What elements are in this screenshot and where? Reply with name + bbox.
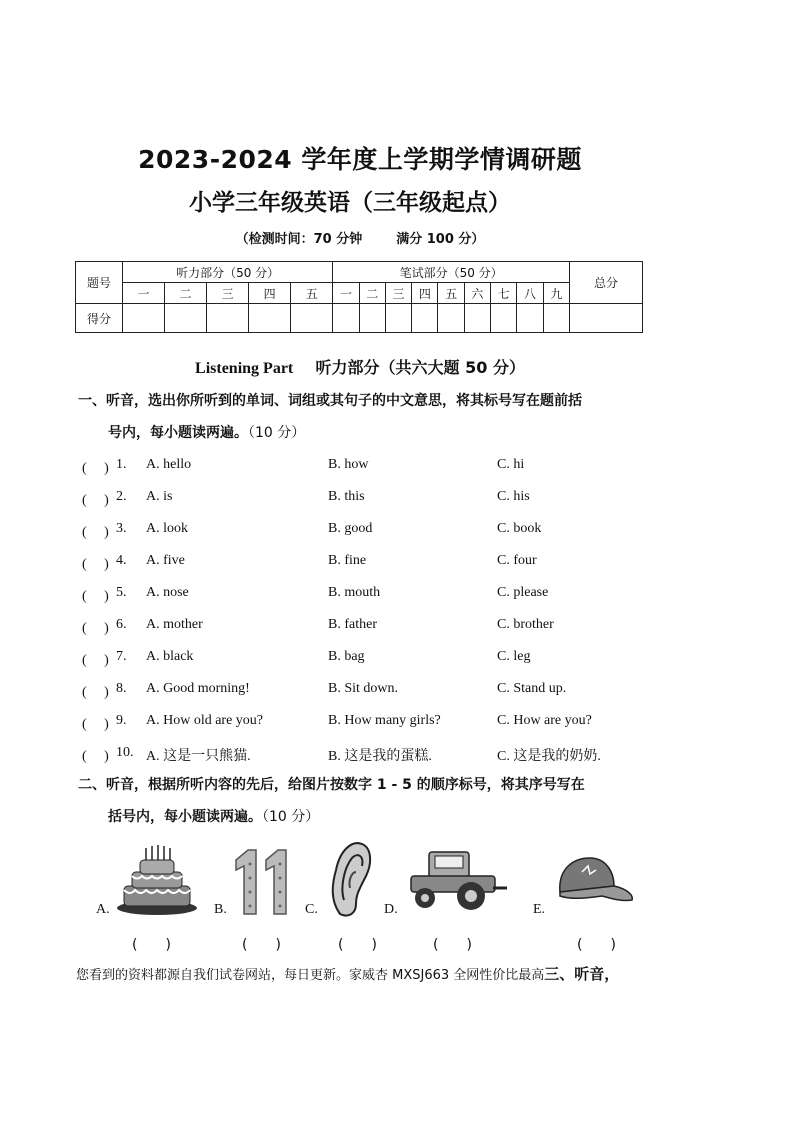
option-a[interactable]: A. nose	[146, 585, 189, 600]
score-cell[interactable]	[385, 304, 411, 333]
answer-paren[interactable]: ( )	[82, 685, 109, 700]
option-c[interactable]: C. four	[497, 553, 537, 568]
question-row	[78, 585, 698, 607]
question-row	[78, 745, 698, 767]
col-header: 三	[207, 283, 249, 304]
answer-paren[interactable]: ( )	[82, 461, 109, 476]
question-number: 5.	[116, 585, 127, 600]
footer-text: 您看到的资料都源自我们试卷网站，每日更新。家威杏 MXSJ663 全网性价比最高	[76, 968, 545, 983]
question-row	[78, 649, 698, 671]
score-cell[interactable]	[438, 304, 464, 333]
option-a[interactable]: A. look	[146, 521, 188, 536]
number-eleven-icon	[230, 844, 292, 918]
option-b[interactable]: B. father	[328, 617, 377, 632]
score-cell[interactable]	[359, 304, 385, 333]
exam-time: （检测时间：70 分钟	[235, 232, 363, 247]
option-c[interactable]: C. 这是我的奶奶.	[497, 749, 601, 764]
header-tihao: 题号	[76, 262, 123, 304]
option-b[interactable]: B. How many girls?	[328, 713, 441, 728]
option-a[interactable]: A. Good morning!	[146, 681, 250, 696]
option-c[interactable]: C. Stand up.	[497, 681, 567, 696]
question-number: 9.	[116, 713, 127, 728]
picture-label: D.	[384, 902, 398, 917]
question-row	[78, 457, 698, 479]
score-cell[interactable]	[165, 304, 207, 333]
part1-line1: 一、听音，选出你所听到的单词、词组或其句子的中文意思，将其标号写在题前括	[78, 393, 582, 409]
exam-full-score: 满分 100 分）	[396, 232, 485, 247]
answer-paren[interactable]: ( )	[82, 749, 109, 764]
score-cell[interactable]	[123, 304, 165, 333]
answer-paren[interactable]: ( )	[82, 589, 109, 604]
col-header: 五	[438, 283, 464, 304]
part2-instruction	[78, 769, 585, 833]
question-number: 8.	[116, 681, 127, 696]
score-cell[interactable]	[412, 304, 438, 333]
question-number: 7.	[116, 649, 127, 664]
answer-paren[interactable]: ( )	[338, 937, 377, 953]
col-header: 二	[359, 283, 385, 304]
option-b[interactable]: B. how	[328, 457, 369, 472]
answer-paren[interactable]: ( )	[82, 653, 109, 668]
question-number: 2.	[116, 489, 127, 504]
option-b[interactable]: B. bag	[328, 649, 365, 664]
score-cell[interactable]	[291, 304, 333, 333]
question-row	[78, 713, 698, 735]
part1-score: （10 分）	[248, 425, 306, 441]
option-a[interactable]: A. black	[146, 649, 194, 664]
col-header: 一	[123, 283, 165, 304]
row-label-defen: 得分	[76, 304, 123, 333]
question-number: 6.	[116, 617, 127, 632]
option-c[interactable]: C. How are you?	[497, 713, 592, 728]
col-header: 六	[464, 283, 490, 304]
col-header: 三	[385, 283, 411, 304]
score-table	[75, 261, 643, 333]
answer-paren[interactable]: ( )	[433, 937, 472, 953]
answer-paren[interactable]: ( )	[82, 493, 109, 508]
question-row	[78, 681, 698, 703]
option-c[interactable]: C. hi	[497, 457, 525, 472]
score-cell[interactable]	[207, 304, 249, 333]
col-header: 九	[543, 283, 569, 304]
exam-title: 2023-2024 学年度上学期学情调研题	[138, 145, 582, 174]
footer-line	[76, 963, 619, 984]
part2-score: （10 分）	[262, 809, 320, 825]
picture-label: B.	[214, 902, 227, 917]
part1-instruction	[78, 385, 582, 449]
footer-tail: 三、听音，	[544, 965, 620, 983]
picture-label: A.	[96, 902, 110, 917]
part2-line1: 二、听音，根据所听内容的先后，给图片按数字 1 - 5 的顺序标号，将其序号写在	[78, 777, 585, 793]
ear-icon	[326, 838, 374, 920]
picture-row	[78, 838, 678, 928]
answer-paren[interactable]: ( )	[242, 937, 281, 953]
answer-paren[interactable]: ( )	[82, 717, 109, 732]
question-number: 3.	[116, 521, 127, 536]
option-c[interactable]: C. leg	[497, 649, 531, 664]
option-b[interactable]: B. good	[328, 521, 373, 536]
question-row	[78, 617, 698, 639]
option-b[interactable]: B. 这是我的蛋糕.	[328, 749, 432, 764]
option-b[interactable]: B. mouth	[328, 585, 381, 600]
col-header: 四	[412, 283, 438, 304]
col-header: 四	[249, 283, 291, 304]
score-cell[interactable]	[333, 304, 359, 333]
picture-label: C.	[305, 902, 318, 917]
option-a[interactable]: A. five	[146, 553, 185, 568]
col-header: 七	[491, 283, 517, 304]
exam-info	[0, 228, 720, 247]
part2-line2: 括号内，每小题读两遍。（10 分）	[108, 809, 320, 825]
col-header: 一	[333, 283, 359, 304]
option-c[interactable]: C. please	[497, 585, 549, 600]
answer-paren[interactable]: ( )	[82, 557, 109, 572]
option-b[interactable]: B. Sit down.	[328, 681, 399, 696]
section-heading-en: Listening Part	[195, 360, 294, 377]
option-b[interactable]: B. this	[328, 489, 365, 504]
option-a[interactable]: A. mother	[146, 617, 203, 632]
header-write: 笔试部分（50 分）	[333, 262, 570, 283]
question-row	[78, 553, 698, 575]
header-total: 总分	[570, 262, 643, 304]
col-header: 五	[291, 283, 333, 304]
part1-line2: 号内，每小题读两遍。（10 分）	[108, 425, 306, 441]
option-b[interactable]: B. fine	[328, 553, 367, 568]
tractor-icon	[405, 848, 509, 914]
picture-label: E.	[533, 902, 546, 917]
question-number: 10.	[116, 745, 134, 760]
answer-paren[interactable]: ( )	[82, 525, 109, 540]
question-row	[78, 489, 698, 511]
cake-icon	[114, 842, 200, 918]
option-c[interactable]: C. brother	[497, 617, 554, 632]
col-header: 二	[165, 283, 207, 304]
score-cell[interactable]	[249, 304, 291, 333]
section-heading	[0, 355, 720, 378]
score-cell[interactable]	[543, 304, 569, 333]
score-cell[interactable]	[464, 304, 490, 333]
option-a[interactable]: A. How old are you?	[146, 713, 264, 728]
answer-paren[interactable]: ( )	[577, 937, 616, 953]
question-number: 1.	[116, 457, 127, 472]
section-heading-cn: 听力部分（共六大题 50 分）	[315, 358, 525, 377]
option-a[interactable]: A. is	[146, 489, 173, 504]
answer-paren[interactable]: ( )	[132, 937, 171, 953]
header-listen: 听力部分（50 分）	[123, 262, 333, 283]
score-cell[interactable]	[491, 304, 517, 333]
cap-icon	[552, 852, 636, 912]
score-cell[interactable]	[517, 304, 543, 333]
question-row	[78, 521, 698, 543]
option-c[interactable]: C. book	[497, 521, 542, 536]
exam-subtitle: 小学三年级英语（三年级起点）	[189, 190, 511, 216]
question-number: 4.	[116, 553, 127, 568]
option-a[interactable]: A. hello	[146, 457, 192, 472]
option-c[interactable]: C. his	[497, 489, 530, 504]
option-a[interactable]: A. 这是一只熊猫.	[146, 749, 251, 764]
col-header: 八	[517, 283, 543, 304]
total-score-cell[interactable]	[570, 304, 643, 333]
answer-paren[interactable]: ( )	[82, 621, 109, 636]
